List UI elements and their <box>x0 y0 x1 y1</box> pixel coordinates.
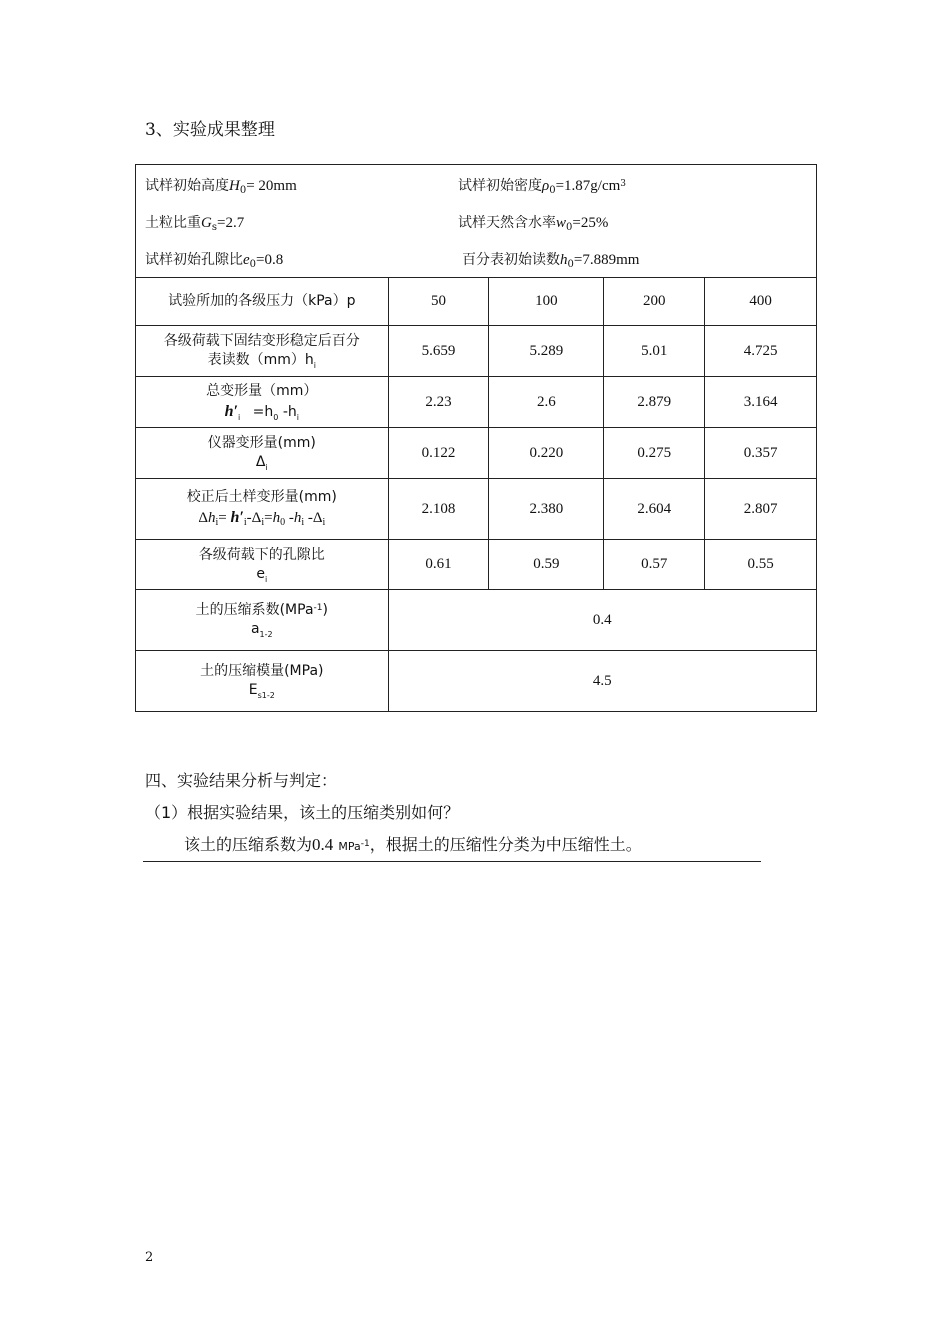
info-row <box>136 165 817 278</box>
question-1: （1）根据实验结果，该土的压缩类别如何？ <box>145 803 460 822</box>
row-label-reading: 各级荷载下固结变形稳定后百分 表读数$(mm)h_i$ <box>136 326 389 377</box>
table-row-pressure <box>136 278 817 326</box>
answer-1: 该土的压缩系数为0.4 MPa$^{-1}$，根据土的压缩性分类为中压缩性土。 <box>143 832 761 862</box>
initial-density: 试样初始密度$\rho_0=1.87g/cm^3$ <box>458 178 627 196</box>
table-row-total-deformation <box>136 377 817 428</box>
table-cell: 2.807 <box>705 479 817 540</box>
info-cell <box>136 165 817 278</box>
table-cell: 400 <box>705 278 817 326</box>
table-cell: 0.55 <box>705 540 817 590</box>
table-cell: 3.164 <box>705 377 817 428</box>
table-row-instrument-deformation <box>136 428 817 479</box>
table-row-void-ratio <box>136 540 817 590</box>
row-label-compression-coefficient: 土的压缩系数(MPa$^{-1}$) $a_{1-2}$ <box>136 590 389 651</box>
analysis-heading: 四、实验结果分析与判定： <box>145 771 338 790</box>
table-cell: 200 <box>604 278 705 326</box>
table-cell: 0.220 <box>489 428 604 479</box>
table-cell: 4.725 <box>705 326 817 377</box>
table-row-compression-modulus <box>136 651 817 712</box>
specific-gravity: 土粒比重$G_s=2.7$ <box>145 215 245 233</box>
table-row-corrected-deformation <box>136 479 817 540</box>
table-cell: 0.275 <box>604 428 705 479</box>
row-label-compression-modulus: 土的压缩模量(MPa) $E_{s1-2}$ <box>136 651 389 712</box>
row-label-total-deformation: 总变形量（mm） $h'_i =h_0$ $-h_i$ <box>136 377 389 428</box>
table-cell: 2.23 <box>388 377 489 428</box>
page-number: 2 <box>145 1250 154 1265</box>
row-label-corrected-deformation: 校正后土样变形量(mm) $\Delta h_i= h'_i-\Delta_i=h_0$ $-h_i$ $-\Delta_i$ <box>136 479 389 540</box>
table-cell: 0.57 <box>604 540 705 590</box>
compression-coefficient-value: 0.4 <box>388 590 816 651</box>
table-cell: 0.357 <box>705 428 817 479</box>
water-content: 试样天然含水率$w_0=25\%$ <box>458 215 609 233</box>
initial-height: 试样初始高度$H_0= 20mm$ <box>145 178 297 196</box>
results-table <box>135 164 817 712</box>
table-cell: 5.01 <box>604 326 705 377</box>
table-cell: 2.604 <box>604 479 705 540</box>
table-cell: 2.879 <box>604 377 705 428</box>
compression-modulus-value: 4.5 <box>388 651 816 712</box>
table-cell: 2.6 <box>489 377 604 428</box>
table-cell: 5.289 <box>489 326 604 377</box>
table-cell: 2.380 <box>489 479 604 540</box>
table-cell: 0.122 <box>388 428 489 479</box>
row-label-instrument-deformation: 仪器变形量(mm) $\Delta_i$ <box>136 428 389 479</box>
table-cell: 50 <box>388 278 489 326</box>
table-row-reading <box>136 326 817 377</box>
dial-initial-reading: 百分表初始读数$h_0=7.889mm$ <box>462 252 640 270</box>
table-cell: 5.659 <box>388 326 489 377</box>
table-cell: 100 <box>489 278 604 326</box>
table-row-compression-coefficient <box>136 590 817 651</box>
section-heading: 3、实验成果整理 <box>145 120 275 140</box>
table-cell: 2.108 <box>388 479 489 540</box>
table-cell: 0.59 <box>489 540 604 590</box>
row-label-pressure: 试验所加的各级压力（kPa）p <box>136 278 389 326</box>
initial-void-ratio: 试样初始孔隙比$e_0=0.8$ <box>145 252 284 270</box>
row-label-void-ratio: 各级荷载下的孔隙比 $e_i$ <box>136 540 389 590</box>
table-cell: 0.61 <box>388 540 489 590</box>
